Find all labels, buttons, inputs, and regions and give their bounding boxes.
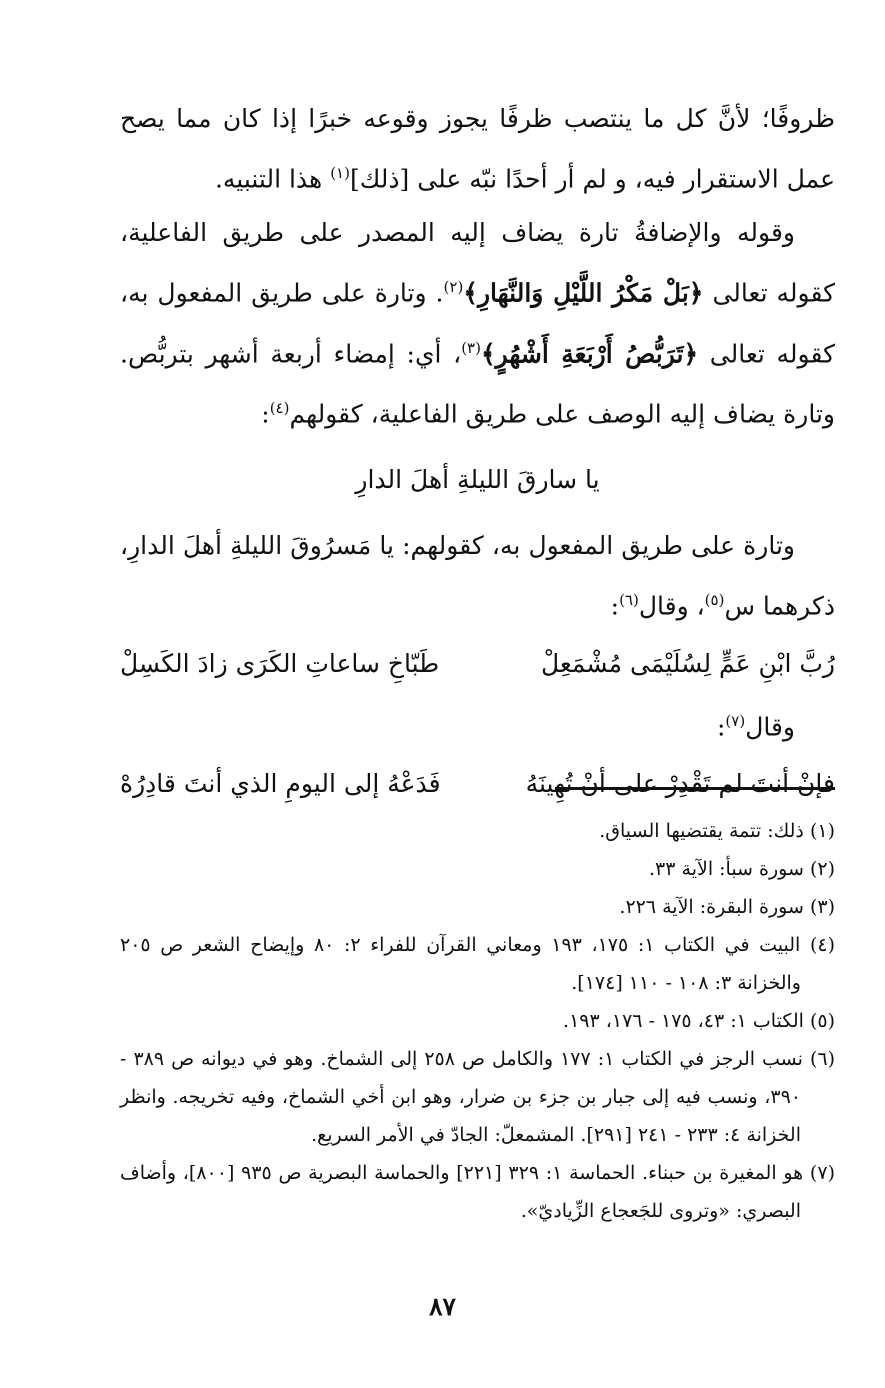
qala-text: وقال [745, 711, 795, 741]
paragraph-2-text-b: . وتارة على طريق المفعول به، كقوله تعالى [120, 278, 835, 368]
footnote-4 [120, 926, 835, 1002]
footnote-number: (٣) [809, 896, 835, 918]
footnote-text: سورة البقرة: الآية ٢٢٦. [619, 896, 804, 918]
qala-colon: : [716, 711, 726, 741]
footnote-text: البيت في الكتاب ١: ١٧٥، ١٩٣ ومعاني القرآن للفراء ٢: ٨٠ وإيضاح الشعر ص ٢٠٥ والخزانة ٣: ١٠٨ - ١١٠ [١٧٤]. [120, 934, 801, 994]
footnote-2 [120, 850, 835, 888]
paragraph-1 [120, 92, 835, 206]
paragraph-3-text-a: وتارة على طريق المفعول به، كقولهم: يا مَسرُوقَ الليلةِ أهلَ الدارِ، ذكرهما س [120, 531, 835, 621]
footnote-7 [120, 1154, 835, 1230]
footnote-text: هو المغيرة بن حبناء. الحماسة ١: ٣٢٩ [٢٢١] والحماسة البصرية ص ٩٣٥ [٨٠٠]، وأضاف البصري: «وتروى للجَعجاع الزِّياديّ». [120, 1162, 804, 1222]
qala-intro [120, 694, 835, 754]
footnote-5 [120, 1002, 835, 1040]
verse-3-first-hemistich: فإنْ أنتَ لم تَقْدِرْ على أنْ تُهِينَهُ [525, 768, 835, 798]
footnote-text: الكتاب ١: ٤٣، ١٧٥ - ١٧٦، ١٩٣. [563, 1010, 804, 1032]
paragraph-2-text-a: وقوله والإضافةُ تارة يضاف إليه المصدر على طريق الفاعلية، كقوله تعالى [120, 218, 836, 308]
verse-3 [120, 754, 835, 814]
verse-2 [120, 634, 835, 694]
verse-2-second-hemistich: طَبّاخِ ساعاتِ الكَرَى زادَ الكَسِلْ [120, 648, 440, 678]
footnote-number: (٢) [809, 858, 835, 880]
footnote-ref-3[interactable]: (٣) [461, 338, 481, 357]
footnote-3 [120, 888, 835, 926]
footnote-separator [555, 787, 835, 790]
verse-1: يا سارقَ الليلةِ أهلَ الدارِ [355, 465, 600, 495]
paragraph-2-text-c: ، أي: إمضاء أربعة أشهر بتربُّص. وتارة يضاف إليه الوصف على طريق الفاعلية، كقولهم [120, 338, 835, 429]
paragraph-3-text-b: ، وقال [638, 591, 705, 621]
footnote-text: سورة سبأ: الآية ٣٣. [649, 858, 804, 880]
page-number: ٨٧ [429, 1292, 456, 1321]
footnote-ref-6[interactable]: (٦) [619, 591, 639, 610]
paragraph-2 [120, 206, 835, 441]
paragraph-1-text: ظروفًا؛ لأنَّ كل ما ينتصب ظرفًا يجوز وقوعه خبرًا إذا كان مما يصح عمل الاستقرار فيه، و لم أر أحدًا نبّه على [ذلك] [120, 104, 835, 194]
paragraph-1-tail: هذا التنبيه. [214, 164, 331, 194]
footnote-number: (١) [809, 820, 835, 842]
footnote-ref-7[interactable]: (٧) [725, 711, 746, 730]
footnote-1 [120, 812, 835, 850]
footnote-6 [120, 1040, 835, 1154]
footnote-ref-4[interactable]: (٤) [269, 398, 290, 417]
paragraph-3 [120, 519, 835, 633]
quran-verse-2: ﴿تَرَبُّصُ أَرْبَعَةِ أَشْهُرٍ﴾ [480, 338, 699, 368]
paragraph-3-colon: : [610, 591, 620, 621]
footnotes [120, 812, 835, 1230]
footnote-text: نسب الرجز في الكتاب ١: ١٧٧ والكامل ص ٢٥٨ إلى الشماخ. وهو في ديوانه ص ٣٨٩ - ٣٩٠، ونسب فيه إلى جبار بن جزء بن ضرار، وهو ابن أخي الشماخ، وفيه تخريجه. وانظر الخزانة ٤: ٢٣٣ - ٢٤١ [٢٩١]. المشمعلّ: الجادّ في الأمر السريع. [120, 1048, 803, 1146]
footnote-number: (٧) [809, 1162, 835, 1184]
footnote-number: (٥) [809, 1010, 835, 1032]
footnote-ref-1[interactable]: (١) [330, 164, 350, 182]
quran-verse-1: ﴿بَلْ مَكْرُ اللَّيْلِ وَالنَّهَارِ﴾ [463, 278, 704, 308]
main-text [120, 92, 835, 814]
footnote-ref-5[interactable]: (٥) [704, 591, 725, 610]
footnote-number: (٤) [809, 934, 836, 956]
footnote-text: ذلك: تتمة يقتضيها السياق. [599, 820, 804, 842]
footnote-number: (٦) [809, 1048, 835, 1070]
footnote-ref-2[interactable]: (٢) [443, 278, 464, 297]
paragraph-2-colon: : [261, 399, 270, 429]
verse-3-second-hemistich: فَدَعْهُ إلى اليومِ الذي أنتَ قادِرُهْ [120, 768, 441, 798]
verse-2-first-hemistich: رُبَّ ابْنِ عَمٍّ لِسُلَيْمَى مُشْمَعِلْ [540, 648, 835, 678]
